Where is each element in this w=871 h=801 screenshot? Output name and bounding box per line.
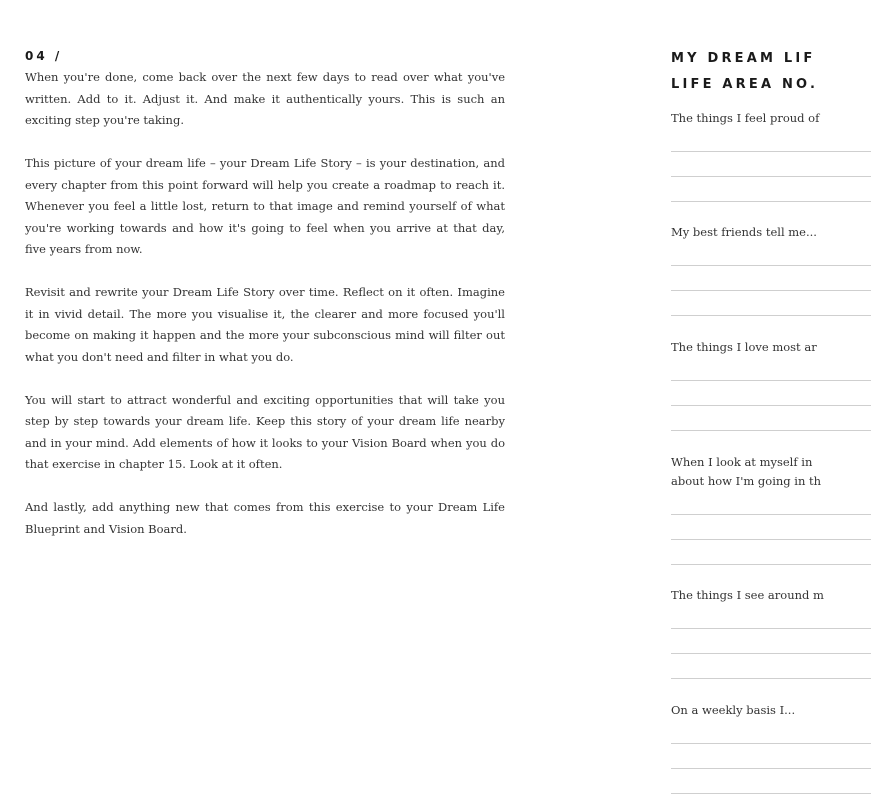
writing-line[interactable] — [671, 564, 871, 565]
prompt-look-at-myself: When I look at myself in about how I'm going in th — [671, 455, 822, 488]
writing-line[interactable] — [671, 201, 871, 202]
prompt-see-around: The things I see around m — [671, 588, 824, 602]
writing-line[interactable] — [671, 151, 871, 152]
writing-line[interactable] — [671, 628, 871, 629]
prompt-weekly-basis: On a weekly basis I... — [671, 703, 796, 717]
prompt-best-friends: My best friends tell me... — [671, 225, 817, 239]
writing-line[interactable] — [671, 265, 871, 266]
prompt-proud: The things I feel proud of — [671, 111, 820, 125]
prompt-block-2 — [671, 223, 871, 316]
writing-line[interactable] — [671, 290, 871, 291]
writing-line[interactable] — [671, 768, 871, 769]
right-column — [671, 46, 824, 801]
worksheet-title: MY DREAM LIF — [671, 51, 816, 66]
prompt-block-3 — [671, 338, 871, 431]
section-number: 04 / — [25, 49, 63, 63]
prompt-block-4 — [671, 453, 871, 565]
writing-line[interactable] — [671, 430, 871, 431]
writing-line[interactable] — [671, 793, 871, 794]
writing-line[interactable] — [671, 539, 871, 540]
writing-line[interactable] — [671, 315, 871, 316]
paragraph-3: Revisit and rewrite your Dream Life Story over time. Reflect on it often. Imagine it in vivid detail. The more you visualise it, the clearer and more focused you'll become on making it happen and the more your subconscious mind will filter out what you don't need and filter in what you do. — [25, 285, 505, 364]
writing-line[interactable] — [671, 514, 871, 515]
writing-line[interactable] — [671, 678, 871, 679]
paragraph-1: When you're done, come back over the next few days to read over what you've written. Add to it. Adjust it. And make it authentically yours. This is such an exciting step you're taking. — [25, 70, 505, 127]
prompt-block-1 — [671, 109, 871, 202]
writing-line[interactable] — [671, 380, 871, 381]
paragraph-5: And lastly, add anything new that comes from this exercise to your Dream Life Blueprint and Vision Board. — [25, 500, 505, 536]
prompt-love-most: The things I love most ar — [671, 340, 817, 354]
life-area-label: LIFE AREA NO. — [671, 77, 819, 92]
paragraph-2: This picture of your dream life – your Dream Life Story – is your destination, and every chapter from this point forward will help you create a roadmap to reach it. Whenever you feel a little lost, return to that image and remind yourself of what you're working towards and how it's going to feel when you arrive at that day, five years from now. — [25, 156, 505, 256]
writing-line[interactable] — [671, 405, 871, 406]
writing-line[interactable] — [671, 743, 871, 744]
paragraph-4: You will start to attract wonderful and exciting opportunities that will take you step by step towards your dream life. Keep this story of your dream life nearby and in your mind. Add elements of how it looks to your Vision Board when you do that exercise in chapter 15. Look at it often. — [25, 392, 505, 471]
writing-line[interactable] — [671, 176, 871, 177]
writing-line[interactable] — [671, 653, 871, 654]
prompt-block-6 — [671, 701, 871, 794]
left-column — [25, 47, 505, 562]
prompt-block-5 — [671, 586, 871, 679]
